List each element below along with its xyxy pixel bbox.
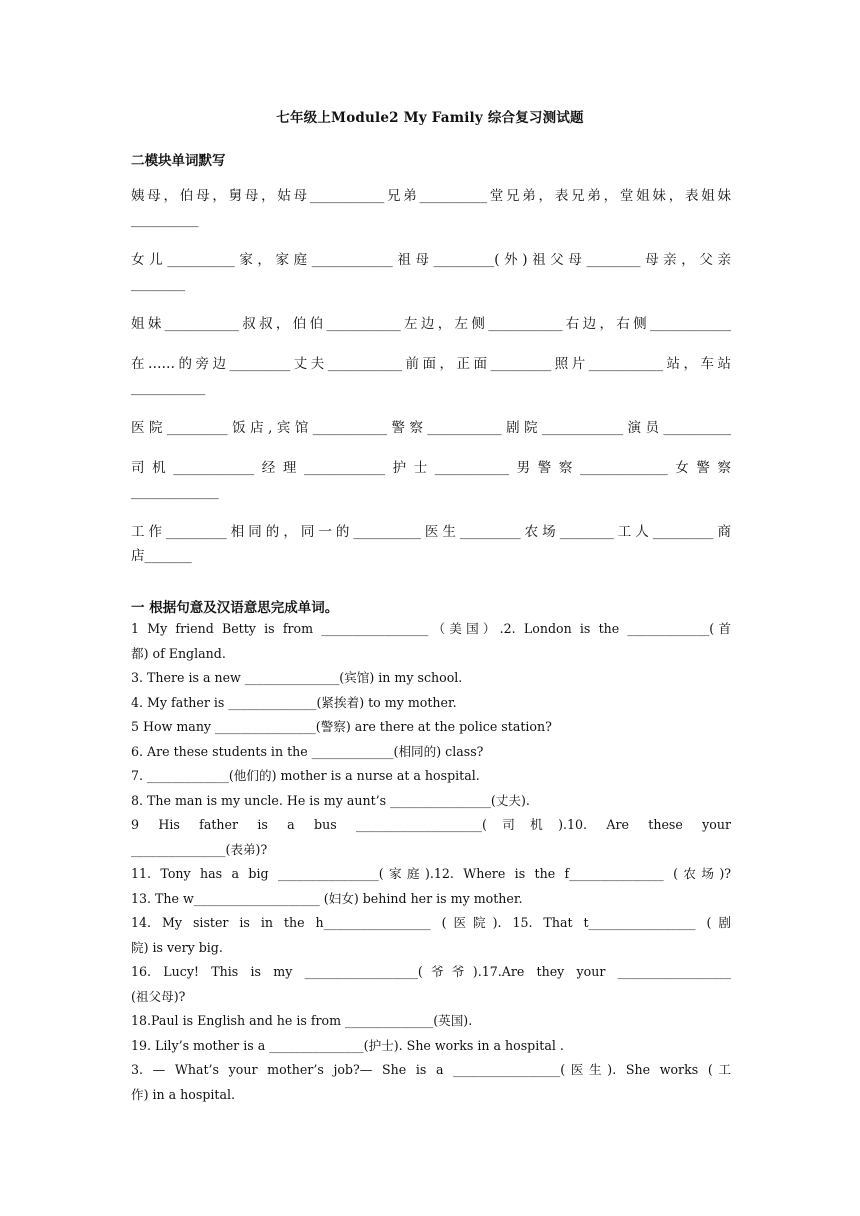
vocab-item [131, 184, 731, 232]
question-line: 5 How many ________________(警察) are there at the police station? [131, 719, 552, 734]
question-line: 7. _____________(他们的) mother is a nurse at a hospital. [131, 768, 480, 783]
question-line: 1 My friend Betty is from _________________（美国）.2. London is the _____________(首 [131, 621, 731, 636]
vocab-line: _____________ [131, 484, 219, 500]
fill-questions [131, 617, 731, 1107]
vocab-line: 店_______ [131, 548, 192, 564]
vocab-item [131, 520, 731, 568]
vocab-line: __________ [131, 212, 199, 228]
vocab-line: 姨母，伯母，舅母，姑母___________兄弟__________堂兄弟，表兄弟，堂姐妹，表姐妹 [131, 188, 731, 204]
vocab-line: 在……的旁边_________丈夫___________前面，正面_________照片___________站，车站 [131, 356, 731, 372]
question-line: 作) in a hospital. [131, 1086, 236, 1102]
vocab-line: 女儿__________家，家庭____________祖母_________(外)祖父母________母亲，父亲 [131, 252, 731, 268]
vocab-item [131, 248, 731, 296]
question-line: 14. My sister is in the h_________________ (医院). 15. That t_________________ (剧 [131, 915, 731, 930]
vocab-line: 司机____________经理____________护士___________男警察_____________女警察 [131, 460, 731, 476]
fill-section-heading: 一 根据句意及汉语意思完成单词。 [131, 600, 339, 616]
vocab-line: 工作_________相同的，同一的__________医生_________农场________工人_________商 [131, 524, 731, 540]
question-line: (祖父母)? [131, 988, 186, 1004]
question-line: 8. The man is my uncle. He is my aunt’s ________________(丈夫). [131, 792, 530, 808]
question-line: 13. The w____________________ (妇女) behind her is my mother. [131, 890, 523, 906]
vocab-line: 姐妹___________叔叔，伯伯___________左边，左侧___________右边，右侧____________ [131, 316, 731, 332]
page-title: 七年级上Module2 My Family 综合复习测试题 [276, 110, 584, 126]
question-line: 19. Lily’s mother is a _______________(护士). She works in a hospital . [131, 1037, 564, 1053]
vocab-item [131, 312, 731, 336]
question-line: 9 His father is a bus ____________________(司机).10. Are these your [131, 817, 731, 832]
vocab-item [131, 352, 731, 400]
question-line: 3. — What’s your mother’s job?— She is a _________________(医生). She works (工 [131, 1062, 731, 1077]
question-line: 院) is very big. [131, 939, 223, 955]
vocab-section-heading: 二模块单词默写 [131, 153, 226, 169]
question-line: 4. My father is ______________(紧挨着) to my mother. [131, 694, 457, 710]
question-line: 都) of England. [131, 645, 226, 661]
vocab-line: ________ [131, 276, 185, 292]
question-line: 6. Are these students in the _____________(相同的) class? [131, 743, 484, 759]
question-line: 16. Lucy! This is my __________________(爷爷).17.Are they your __________________ [131, 964, 731, 979]
question-line: 18.Paul is English and he is from ______________(英国). [131, 1013, 473, 1028]
vocab-line: 医院_________饭店,宾馆___________警察___________剧院____________演员__________ [131, 420, 731, 436]
question-line: 11. Tony has a big ________________(家庭).12. Where is the f_______________ (农场)? [131, 866, 731, 881]
question-line: 3. There is a new _______________(宾馆) in my school. [131, 670, 463, 685]
question-line: _______________(表弟)? [131, 841, 268, 857]
vocab-item [131, 456, 731, 504]
vocab-item [131, 416, 731, 440]
vocab-line: ___________ [131, 380, 206, 396]
